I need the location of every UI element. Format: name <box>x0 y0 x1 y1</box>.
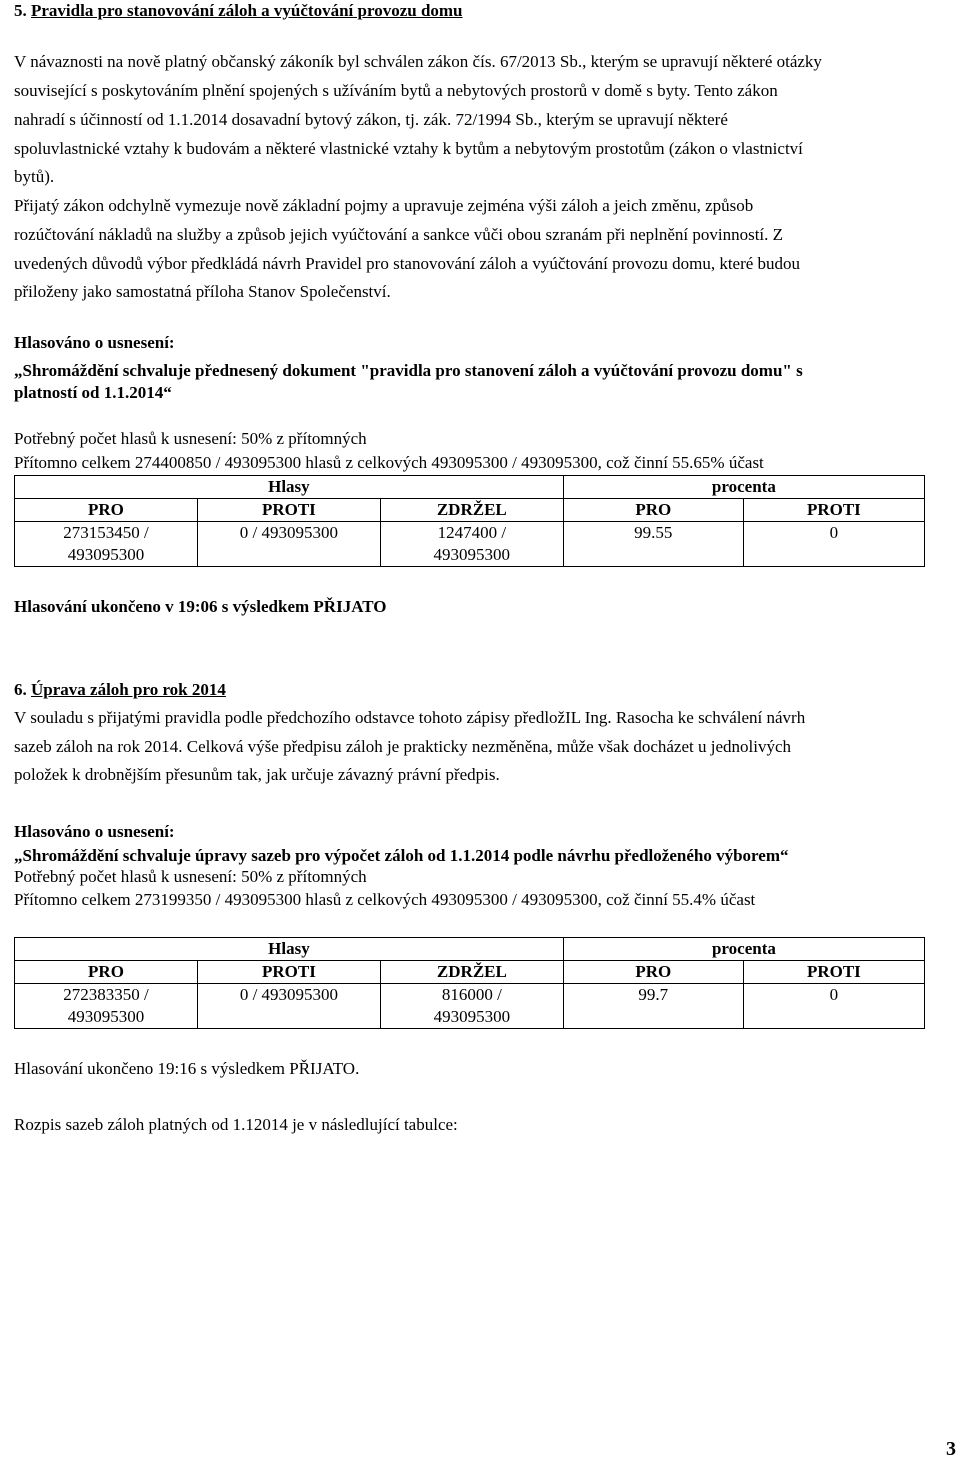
cell-zdrzel <box>380 522 563 567</box>
vote-heading: Hlasováno o usnesení: <box>14 822 175 841</box>
cell-line: 493095300 <box>433 545 511 564</box>
paragraph-line: sazeb záloh na rok 2014. Celková výše předpisu záloh je prakticky nezměněna, může však docházet u jednolivých <box>14 737 792 756</box>
paragraph-line: V souladu s přijatými pravidla podle předchozího odstavce tohoto zápisy předložIL Ing. Rasocha ke schválení návrh <box>14 708 806 727</box>
group-hlasy: Hlasy <box>15 938 564 961</box>
cell-line: 1247400 / <box>437 523 507 542</box>
cell-line: 816000 / <box>441 985 502 1004</box>
paragraph-line: položek k drobnějším přesunům tak, jak určuje závazný právní předpis. <box>14 765 500 784</box>
cell-line: 493095300 <box>67 545 145 564</box>
header-pct-pro: PRO <box>563 499 743 522</box>
paragraph-line: související s poskytováním plnění spojených s užíváním bytů a nebytových prostorů v domě s byty. Tento zákon <box>14 81 778 100</box>
resolution-line: „Shromáždění schvaluje přednesený dokument "pravidla pro stanovení záloh a vyúčtování provozu domu" s <box>14 361 803 380</box>
paragraph-line: Přijatý zákon odchylně vymezuje nově základní pojmy a upravuje zejména výši záloh a jeich změnu, způsob <box>14 196 754 215</box>
header-pct-pro: PRO <box>563 961 743 984</box>
vote-result: Hlasování ukončeno 19:16 s výsledkem PŘIJATO. <box>14 1059 360 1078</box>
paragraph-line: rozúčtování nákladů na služby a způsob jejich vyúčtování a sankce vůči obou szranám při neplnění povinností. Z <box>14 225 784 244</box>
cell-line: 273153450 / <box>63 523 149 542</box>
group-procenta: procenta <box>563 476 924 499</box>
header-zdrzel: ZDRŽEL <box>380 499 563 522</box>
cell-zdrzel <box>380 984 563 1029</box>
present-votes: Přítomno celkem 274400850 / 493095300 hlasů z celkových 493095300 / 493095300, což činní 55.65% účast <box>14 453 764 472</box>
section-6-heading <box>14 679 226 701</box>
section-5-heading <box>14 0 463 22</box>
cell-line: 493095300 <box>433 1007 511 1026</box>
cell-proti: 0 / 493095300 <box>197 984 380 1029</box>
cell-pro <box>15 984 198 1029</box>
cell-proti: 0 / 493095300 <box>197 522 380 567</box>
page-number: 3 <box>946 1438 956 1460</box>
paragraph-line: uvedených důvodů výbor předkládá návrh Pravidel pro stanovování záloh a vyúčtování provozu domu, které budou <box>14 254 801 273</box>
vote-result: Hlasování ukončeno v 19:06 s výsledkem PŘIJATO <box>14 597 387 616</box>
required-votes: Potřebný počet hlasů k usnesení: 50% z přítomných <box>14 429 367 448</box>
vote-table <box>14 475 925 567</box>
resolution-line: „Shromáždění schvaluje úpravy sazeb pro výpočet záloh od 1.1.2014 podle návrhu předloženého výborem“ <box>14 846 789 865</box>
section-number: 5. <box>14 1 27 20</box>
cell-pct-proti: 0 <box>743 984 924 1029</box>
header-pct-proti: PROTI <box>743 961 924 984</box>
cell-line: 272383350 / <box>63 985 149 1004</box>
cell-pro <box>15 522 198 567</box>
section-number: 6. <box>14 680 27 699</box>
cell-pct-proti: 0 <box>743 522 924 567</box>
header-pct-proti: PROTI <box>743 499 924 522</box>
header-proti: PROTI <box>197 499 380 522</box>
group-procenta: procenta <box>563 938 924 961</box>
vote-heading: Hlasováno o usnesení: <box>14 333 175 352</box>
cell-pct-pro: 99.55 <box>563 522 743 567</box>
footer-note: Rozpis sazeb záloh platných od 1.12014 je v následlující tabulce: <box>14 1115 458 1134</box>
paragraph-line: přiloženy jako samostatná příloha Stanov Společenství. <box>14 282 391 301</box>
paragraph-line: spoluvlastnické vztahy k budovám a některé vlastnické vztahy k bytům a nebytovým prostotům (zákon o vlastnictví <box>14 139 803 158</box>
header-pro: PRO <box>15 961 198 984</box>
header-zdrzel: ZDRŽEL <box>380 961 563 984</box>
header-pro: PRO <box>15 499 198 522</box>
section-title: Úprava záloh pro rok 2014 <box>31 680 226 699</box>
header-proti: PROTI <box>197 961 380 984</box>
section-title: Pravidla pro stanovování záloh a vyúčtování provozu domu <box>31 1 463 20</box>
paragraph-line: nahradí s účinností od 1.1.2014 dosavadní bytový zákon, tj. zák. 72/1994 Sb., kterým se upravují některé <box>14 110 728 129</box>
vote-table <box>14 937 925 1029</box>
required-votes: Potřebný počet hlasů k usnesení: 50% z přítomných <box>14 867 367 886</box>
cell-pct-pro: 99.7 <box>563 984 743 1029</box>
resolution-line: platností od 1.1.2014“ <box>14 383 172 402</box>
paragraph-line: bytů). <box>14 167 55 186</box>
group-hlasy: Hlasy <box>15 476 564 499</box>
paragraph-line: V návaznosti na nově platný občanský zákoník byl schválen zákon čís. 67/2013 Sb., kterým se upravují některé otázky <box>14 52 822 71</box>
cell-line: 493095300 <box>67 1007 145 1026</box>
present-votes: Přítomno celkem 273199350 / 493095300 hlasů z celkových 493095300 / 493095300, což činní 55.4% účast <box>14 890 756 909</box>
